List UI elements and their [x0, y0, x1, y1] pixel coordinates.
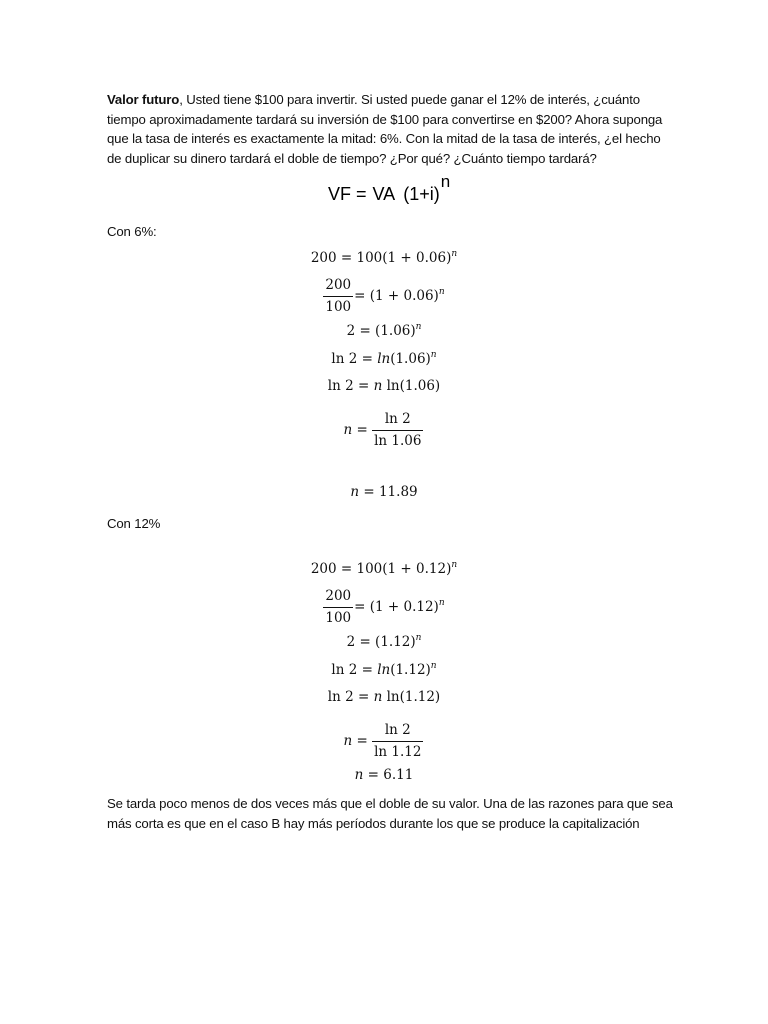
case-12-result: n = 6.11 [354, 767, 414, 783]
case-6-equation-5: ln 2 = n ln(1.06) [327, 378, 441, 394]
case-6-result: n = 11.89 [350, 484, 418, 500]
case-6-equation-6: n = $\frac{\ln 2}{\ln 1.06}$ [343, 411, 422, 449]
case-12-equation-1: $200 = 100(1 + 0.12)^n$ [310, 560, 458, 577]
formula-exponent: n [440, 172, 451, 191]
case-12-equation-4: $\ln 2 = \ln(1.12)^n$ [331, 661, 437, 678]
case-6-equation-2: $\frac{200}{100}$ = $(1 + 0.06)^n$ [325, 277, 445, 315]
fraction: $\frac{200}{100}$ [325, 277, 352, 315]
formula-va: VA [372, 184, 396, 204]
formula-paren: (1+i) [403, 184, 440, 204]
case-12-equation-5: ln 2 = n ln(1.12) [327, 689, 441, 705]
case-12-equation-3: $2 = (1.12)^n$ [346, 633, 422, 650]
case-6-label: Con 6%: [107, 224, 157, 239]
case-6-equation-4: $\ln 2 = \ln(1.06)^n$ [331, 350, 437, 367]
case-12-label: Con 12% [107, 516, 161, 531]
fraction: $\frac{\ln 2}{\ln 1.12}$ [374, 722, 422, 760]
case-6-equation-1: $200 = 100(1 + 0.06)^n$ [310, 249, 458, 266]
problem-statement [107, 90, 667, 168]
future-value-formula [328, 172, 451, 205]
problem-text: , Usted tiene $100 para invertir. Si usted puede ganar el 12% de interés, ¿cuánto tiempo aproximadamente tardará su inversión de $100 para convertirse en $200? Ahora suponga que la tasa de interés es exactamente la mitad: 6%. Con la mitad de la tasa de interés, ¿el hecho de duplicar su dinero tardará el doble de tiempo? ¿Por qué? ¿Cuánto tiempo tardará? [107, 92, 663, 166]
fraction: $\frac{\ln 2}{\ln 1.06}$ [374, 411, 422, 449]
case-12-equation-6: n = $\frac{\ln 2}{\ln 1.12}$ [343, 722, 422, 760]
case-6-equation-3: $2 = (1.06)^n$ [346, 322, 422, 339]
problem-title: Valor futuro [107, 92, 180, 107]
formula-lhs: VF = [328, 184, 367, 204]
fraction: $\frac{200}{100}$ [325, 588, 352, 626]
case-12-equation-2: $\frac{200}{100}$ = $(1 + 0.12)^n$ [325, 588, 445, 626]
conclusion-text: Se tarda poco menos de dos veces más que el doble de su valor. Una de las razones para que sea más corta es que en el caso B hay más períodos durante los que se produce la capitalización [107, 796, 673, 831]
